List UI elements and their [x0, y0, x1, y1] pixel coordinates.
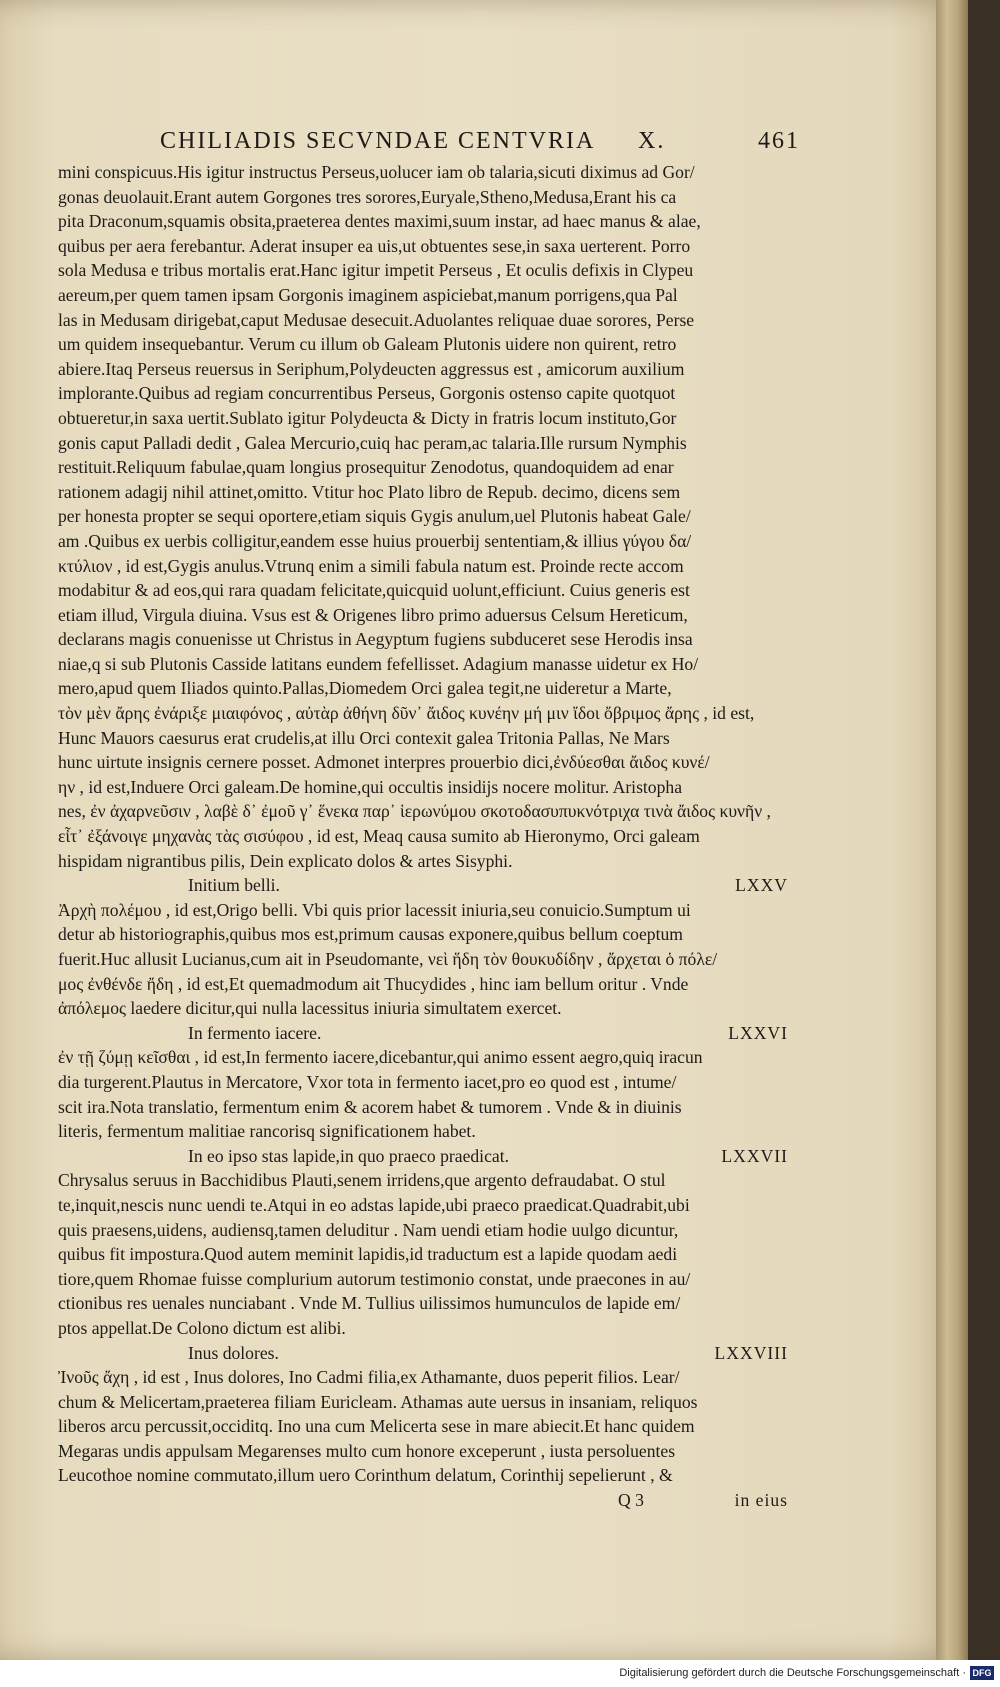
- adage-heading: [58, 1021, 796, 1046]
- text-line: etiam illud, Virgula diuina. Vsus est & Origenes libro primo aduersus Celsum Hereticum,: [58, 604, 688, 625]
- text-line: κτύλιον , id est,Gygis anulus.Vtrunq enim a simili fabula natum est. Proinde recte accom: [58, 555, 684, 576]
- signature-mark: Q 3: [618, 1490, 644, 1511]
- text-line: mero,apud quem Iliados quinto.Pallas,Diomedem Orci galea tegit,ne uideretur a Marte,: [58, 678, 672, 699]
- adage-number: LXXV: [735, 875, 788, 896]
- text-line: ἐν τῇ ζύμῃ κεῖσθαι , id est,In fermento iacere,dicebantur,qui animo essent aegro,quiq iracun: [58, 1047, 703, 1068]
- text-line: declarans magis conuenisse ut Christus in Aegyptum fugiens subduceret sese Herodis insa: [58, 629, 693, 650]
- adage-number: LXXVII: [721, 1145, 788, 1166]
- text-line: quibus per aera ferebantur. Aderat insuper ea uis,ut obtuentes sese,in saxa uerterent. Porro: [58, 235, 691, 256]
- text-line: ην , id est,Induere Orci galeam.De homine,qui occultis insidijs nocere molitur. Aristopha: [58, 776, 683, 797]
- folio-number: 461: [758, 128, 800, 154]
- adage-heading: [58, 1341, 796, 1366]
- catchword: in eius: [734, 1490, 788, 1511]
- text-line: Ἀρχὴ πολέμου , id est,Origo belli. Vbi quis prior lacessit iniuria,seu conuicio.Sumptum ui: [58, 899, 691, 920]
- text-line: μος ἐνθένδε ἤδη , id est,Et quemadmodum ait Thucydides , hinc iam bellum oritur . Vnde: [58, 973, 689, 994]
- text-line: tiore,quem Rhomae fuisse complurium autorum testimonio constat, unde praecones in au/: [58, 1268, 691, 1289]
- text-line: scit ira.Nota translatio, fermentum enim & acorem habet & tumorem . Vnde & in diuinis: [58, 1096, 682, 1117]
- credit-text: Digitalisierung gefördert durch die Deutsche Forschungsgemeinschaft ·: [619, 1667, 966, 1679]
- text-line: Megaras undis appulsam Megarenses multo cum honore exceperunt , iusta persoluentes: [58, 1440, 676, 1461]
- text-line: pita Draconum,squamis obsita,praeterea dentes maximi,suum instar, ad haec manus & alae,: [58, 211, 701, 232]
- adage-number: LXXVI: [728, 1022, 788, 1043]
- text-line: am .Quibus ex uerbis colligitur,eandem esse huius prouerbij sententiam,& illius γύγου δα/: [58, 530, 692, 551]
- text-line: hunc uirtute insignis cernere posset. Admonet interpres prouerbio dici,ἐνδύεσθαι ἄιδος κυνέ/: [58, 752, 710, 773]
- text-line: fuerit.Huc allusit Lucianus,cum ait in Pseudomante, νεὶ ἥδη τὸν θουκυδίδην , ἄρχεται ὁ πόλε/: [58, 949, 718, 969]
- text-line: ctionibus res uenales nunciabant . Vnde M. Tullius uilissimos humunculos de lapide em/: [58, 1293, 681, 1314]
- text-line: um quidem insequebantur. Verum cu illum ob Galeam Plutonis uidere non quirent, retro: [58, 334, 677, 355]
- adage-title: Initium belli.: [188, 875, 280, 896]
- page-edge: [936, 0, 968, 1660]
- text-line: Ἰνοῦς ἄχη , id est , Inus dolores, Ino Cadmi filia,ex Athamante, duos peperit filios. Lear/: [58, 1367, 680, 1388]
- text-line: gonas deuolauit.Erant autem Gorgones tres sorores,Euryale,Stheno,Medusa,Erant his ca: [58, 186, 677, 207]
- running-head-section: X.: [638, 128, 666, 154]
- page-footer: [58, 1488, 796, 1513]
- page-body: [58, 160, 796, 1513]
- text-line: Hunc Mauors caesurus erat crudelis,at illu Orci contexit galea Tritonia Pallas, Ne Mars: [58, 727, 670, 748]
- text-line: las in Medusam dirigebat,caput Medusae desecuit.Aduolantes reliquae duae sorores, Perse: [58, 309, 695, 330]
- text-line: implorante.Quibus ad regiam concurrentibus Perseus, Gorgonis ostenso capite quotquot: [58, 383, 676, 404]
- text-line: aereum,per quem tamen ipsam Gorgonis imaginem aspiciebat,manum porrigens,qua Pal: [58, 284, 678, 305]
- text-line: quis praesens,uidens, audiensq,tamen deluditur . Nam uendi etiam hodie uulgo dicuntur,: [58, 1219, 679, 1240]
- text-line: mini conspicuus.His igitur instructus Perseus,uolucer iam ob talaria,sicuti diximus ad Gor/: [58, 162, 695, 182]
- text-line: liberos arcu percussit,occiditq. Ino una cum Melicerta sese in mare abiecit.Et hanc quidem: [58, 1416, 695, 1437]
- text-line: literis, fermentum malitiae rancorisq significationem habet.: [58, 1121, 476, 1142]
- text-line: dia turgerent.Plautus in Mercatore, Vxor tota in fermento iacet,pro eo quod est , intume/: [58, 1071, 677, 1092]
- text-line: εἶτ᾽ ἐξάνοιγε μηχανὰς τὰς σισύφου , id est, Meaq causa sumito ab Hieronymo, Orci galeam: [58, 826, 700, 847]
- text-line: chum & Melicertam,praeterea filiam Euricleam. Athamas aute uersus in insaniam, reliquos: [58, 1391, 698, 1412]
- text-line: sola Medusa e tribus mortalis erat.Hanc igitur impetit Perseus , Et oculis defixis in Clypeu: [58, 260, 694, 281]
- dfg-logo-icon: DFG: [970, 1666, 994, 1680]
- text-line: detur ab historiographis,quibus mos est,primum causas exponere,quibus bellum coeptum: [58, 924, 683, 945]
- adage-number: LXXVIII: [714, 1342, 788, 1363]
- credit-bar: [0, 1660, 1000, 1687]
- text-line: gonis caput Palladi dedit , Galea Mercurio,cuiq hac peram,ac talaria.Ille rursum Nymphis: [58, 432, 687, 453]
- running-head-title: CHILIADIS SECVNDAE CENTVRIA: [160, 128, 596, 154]
- text-line: nes, ἐν ἀχαρνεῦσιν , λαβὲ δ᾽ ἐμοῦ γ᾽ ἕνεκα παρ᾽ ἱερωνύμου σκοτοδασυπυκνότριχα τινὰ ἄιδος κυνῆν ,: [58, 801, 771, 822]
- text-line: obtueretur,in saxa uertit.Sublato igitur Polydeucta & Dicty in fratris locum instituto,Gor: [58, 407, 677, 428]
- running-header: [150, 128, 810, 158]
- adage-heading: [58, 873, 796, 898]
- text-line: ἀπόλεμος laedere dicitur,qui nulla lacessitus iniuria simultatem exercet.: [58, 998, 562, 1019]
- text-line: per honesta propter se sequi oportere,etiam siquis Gygis anulum,uel Plutonis habeat Gale/: [58, 506, 691, 527]
- adage-heading: [58, 1144, 796, 1169]
- adage-title: In fermento iacere.: [188, 1022, 322, 1043]
- text-line: quibus fit impostura.Quod autem meminit lapidis,id traductum est a lapide quodam aedi: [58, 1244, 678, 1265]
- text-line: rationem adagij nihil attinet,omitto. Vtitur hoc Plato libro de Repub. decimo, dicens sem: [58, 481, 681, 502]
- text-line: niae,q si sub Plutonis Casside latitans eundem fefellisset. Adagium manasse uidetur ex Ho/: [58, 653, 699, 674]
- text-line: abiere.Itaq Perseus reuersus in Seriphum,Polydeucten aggressus est , amicorum auxilium: [58, 358, 685, 379]
- text-line: ptos appellat.De Colono dictum est alibi.: [58, 1317, 346, 1338]
- text-line: te,inquit,nescis nunc uendi te.Atqui in eo adstas lapide,ubi praeco praedicat.Quadrabit,ubi: [58, 1194, 690, 1215]
- text-line: hispidam nigrantibus pilis, Dein explicato dolos & artes Sisyphi.: [58, 850, 513, 871]
- adage-title: In eo ipso stas lapide,in quo praeco praedicat.: [188, 1145, 509, 1166]
- text-line: Chrysalus seruus in Bacchidibus Plauti,senem irridens,que argento defraudabat. O stul: [58, 1170, 666, 1191]
- text-line: modabitur & ad eos,qui rara quadam felicitate,quicquid uolunt,efficiunt. Cuius generis est: [58, 580, 690, 601]
- text-line: Leucothoe nomine commutato,illum uero Corinthum delatum, Corinthij sepelierunt , &: [58, 1465, 673, 1486]
- text-line: restituit.Reliquum fabulae,quam longius prosequitur Zenodotus, quandoquidem ad enar: [58, 457, 674, 478]
- adage-title: Inus dolores.: [188, 1342, 279, 1363]
- text-line: τὸν μὲν ἄρης ἐνάριξε μιαιφόνος , αὐτὰρ ἀθήνη δῦν᾽ ἄιδος κυνέην μή μιν ἴδοι ὄβριμος ἄρης , id est,: [58, 703, 755, 724]
